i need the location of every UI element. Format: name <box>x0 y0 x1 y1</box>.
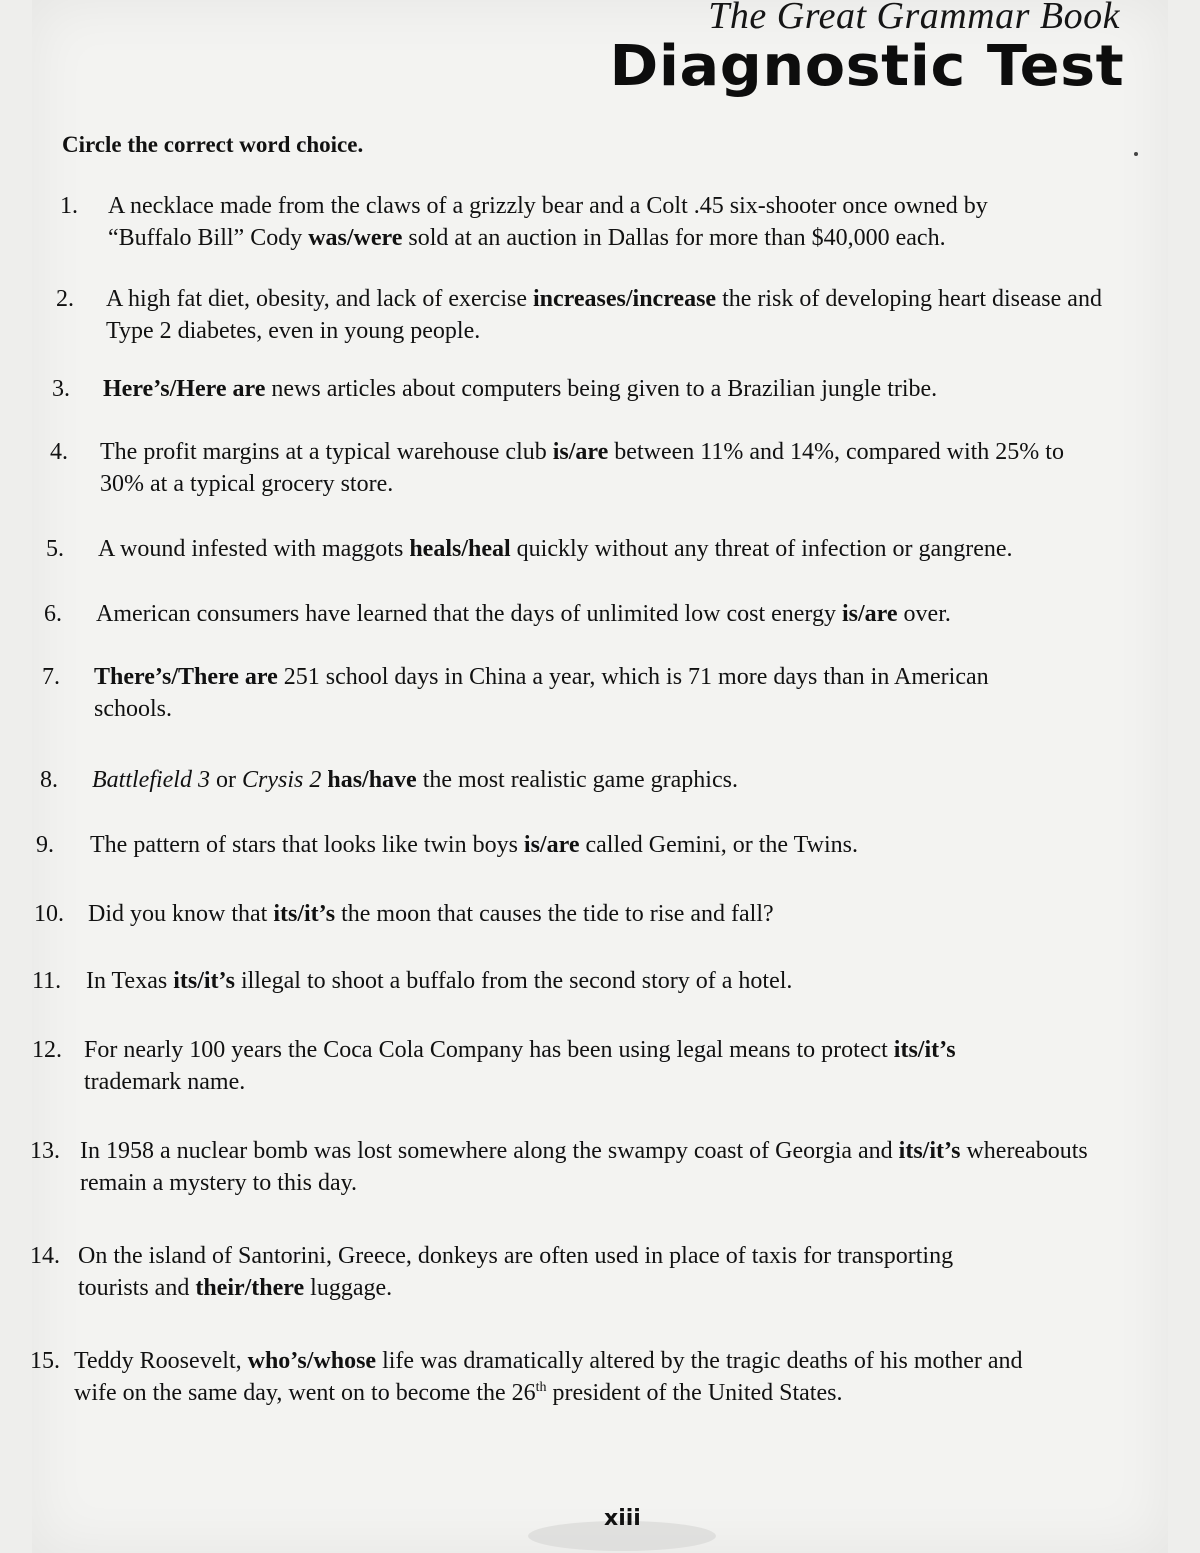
question-number: 5. <box>46 536 64 562</box>
sentence-text: For nearly 100 years the Coca Cola Company has been using legal means to protect <box>84 1037 894 1063</box>
sentence-text: Did you know that <box>88 901 274 927</box>
question-number: 4. <box>50 439 68 465</box>
question-text <box>84 1034 1044 1098</box>
question-text <box>94 661 994 725</box>
speck <box>1134 152 1138 156</box>
word-choice[interactable]: is/are <box>523 832 580 858</box>
word-choice[interactable]: There’s/There are <box>94 664 278 690</box>
sentence-text: The pattern of stars that looks like twin boys <box>90 832 524 858</box>
question-text <box>98 533 1138 565</box>
question-number: 9. <box>36 832 54 858</box>
word-choice[interactable]: their/there <box>195 1275 305 1301</box>
sentence-text: whereabouts remain a mystery to this day. <box>80 1138 1088 1196</box>
italic-title: Battlefield 3 <box>92 767 210 793</box>
superscript: th <box>535 1380 547 1395</box>
question-item <box>30 1240 978 1304</box>
word-choice[interactable]: its/it’s <box>173 968 235 994</box>
word-choice[interactable]: heals/heal <box>409 536 511 562</box>
question-text <box>86 965 1086 997</box>
question-item <box>50 436 1100 500</box>
page-number: xiii <box>604 1506 641 1531</box>
sentence-text: illegal to shoot a buffalo from the second story of a hotel. <box>234 968 793 994</box>
sentence-text: Teddy Roosevelt, <box>74 1348 248 1374</box>
sentence-text: news articles about computers being given to a Brazilian jungle tribe. <box>265 376 938 402</box>
question-item <box>32 965 1086 997</box>
word-choice[interactable]: its/it’s <box>273 901 336 927</box>
question-text <box>103 373 1053 405</box>
sentence-text: On the island of Santorini, Greece, donkeys are often used in place of taxis for transporting tourists and <box>78 1243 954 1301</box>
question-text <box>80 1135 1120 1199</box>
sentence-text: president of the United States. <box>546 1380 843 1406</box>
question-text <box>88 898 1088 930</box>
question-item <box>56 283 1136 347</box>
word-choice[interactable]: its/it’s <box>893 1037 956 1063</box>
sentence-text: the moon that causes the tide to rise and fall? <box>335 901 774 927</box>
sentence-text: called Gemini, or the Twins. <box>579 832 858 858</box>
question-number: 7. <box>42 664 60 690</box>
question-text <box>100 436 1100 500</box>
question-number: 3. <box>52 376 70 402</box>
question-item <box>30 1135 1120 1199</box>
document-title: Diagnostic Test <box>609 34 1124 99</box>
question-number: 15. <box>30 1348 60 1374</box>
question-number: 14. <box>30 1243 60 1269</box>
question-item <box>60 190 1068 254</box>
question-item <box>32 1034 1044 1098</box>
question-number: 6. <box>44 601 62 627</box>
question-text <box>92 764 1092 796</box>
question-item <box>36 829 1090 861</box>
word-choice[interactable]: Here’s/Here are <box>103 376 266 402</box>
question-text <box>78 1240 978 1304</box>
sentence-text: life was dramatically altered by the tragic deaths of his mother and wife on the same day, went on to become the 26 <box>74 1348 1023 1406</box>
question-item <box>52 373 1053 405</box>
sentence-text: 251 school days in China a year, which is 71 more days than in American schools. <box>94 664 989 722</box>
sentence-text: sold at an auction in Dallas for more than $40,000 each. <box>402 225 946 251</box>
word-choice[interactable]: has/have <box>327 767 417 793</box>
sentence-text: A wound infested with maggots <box>98 536 410 562</box>
question-number: 10. <box>34 901 64 927</box>
question-item <box>46 533 1138 565</box>
word-choice[interactable]: was/were <box>308 225 403 251</box>
question-number: 1. <box>60 193 78 219</box>
question-item <box>42 661 994 725</box>
question-number: 11. <box>32 968 62 994</box>
sentence-text: The profit margins at a typical warehouse club <box>100 439 553 465</box>
instructions: Circle the correct word choice. <box>62 132 364 157</box>
sentence-text: In Texas <box>86 968 174 994</box>
sentence-text: the most realistic game graphics. <box>416 767 738 793</box>
sentence-text: A necklace made from the claws of a grizzly bear and a Colt .45 six-shooter once owned by “Buffalo Bill” Cody <box>108 193 988 251</box>
question-item <box>44 598 1096 630</box>
sentence-text: trademark name. <box>84 1069 246 1095</box>
sentence-text: between 11% and 14%, compared with 25% to 30% at a typical grocery store. <box>100 439 1064 497</box>
sentence-text: the risk of developing heart disease and Type 2 diabetes, even in young people. <box>106 286 1102 344</box>
word-choice[interactable]: increases/increase <box>532 286 717 312</box>
sentence-text: In 1958 a nuclear bomb was lost somewhere along the swampy coast of Georgia and <box>80 1138 899 1164</box>
sentence-text: or <box>209 767 242 793</box>
question-item <box>40 764 1092 796</box>
sentence-text: quickly without any threat of infection or gangrene. <box>510 536 1013 562</box>
question-number: 2. <box>56 286 74 312</box>
word-choice[interactable]: is/are <box>552 439 609 465</box>
sentence-text: over. <box>897 601 951 627</box>
word-choice[interactable]: its/it’s <box>898 1138 961 1164</box>
question-text <box>96 598 1096 630</box>
word-choice[interactable]: who’s/whose <box>247 1348 377 1374</box>
word-choice[interactable]: is/are <box>842 601 898 627</box>
question-number: 12. <box>32 1037 62 1063</box>
question-number: 13. <box>30 1138 60 1164</box>
sentence-text: A high fat diet, obesity, and lack of exercise <box>106 286 533 312</box>
question-number: 8. <box>40 767 58 793</box>
book-title: The Great Grammar Book <box>708 0 1120 37</box>
sentence-text: American consumers have learned that the days of unlimited low cost energy <box>96 601 842 627</box>
question-item <box>34 898 1088 930</box>
question-text <box>106 283 1136 347</box>
question-item <box>30 1345 1024 1409</box>
question-text <box>74 1345 1024 1409</box>
sentence-text: luggage. <box>304 1275 393 1301</box>
question-text <box>108 190 1068 254</box>
question-text <box>90 829 1090 861</box>
italic-title: Crysis 2 <box>241 767 322 793</box>
